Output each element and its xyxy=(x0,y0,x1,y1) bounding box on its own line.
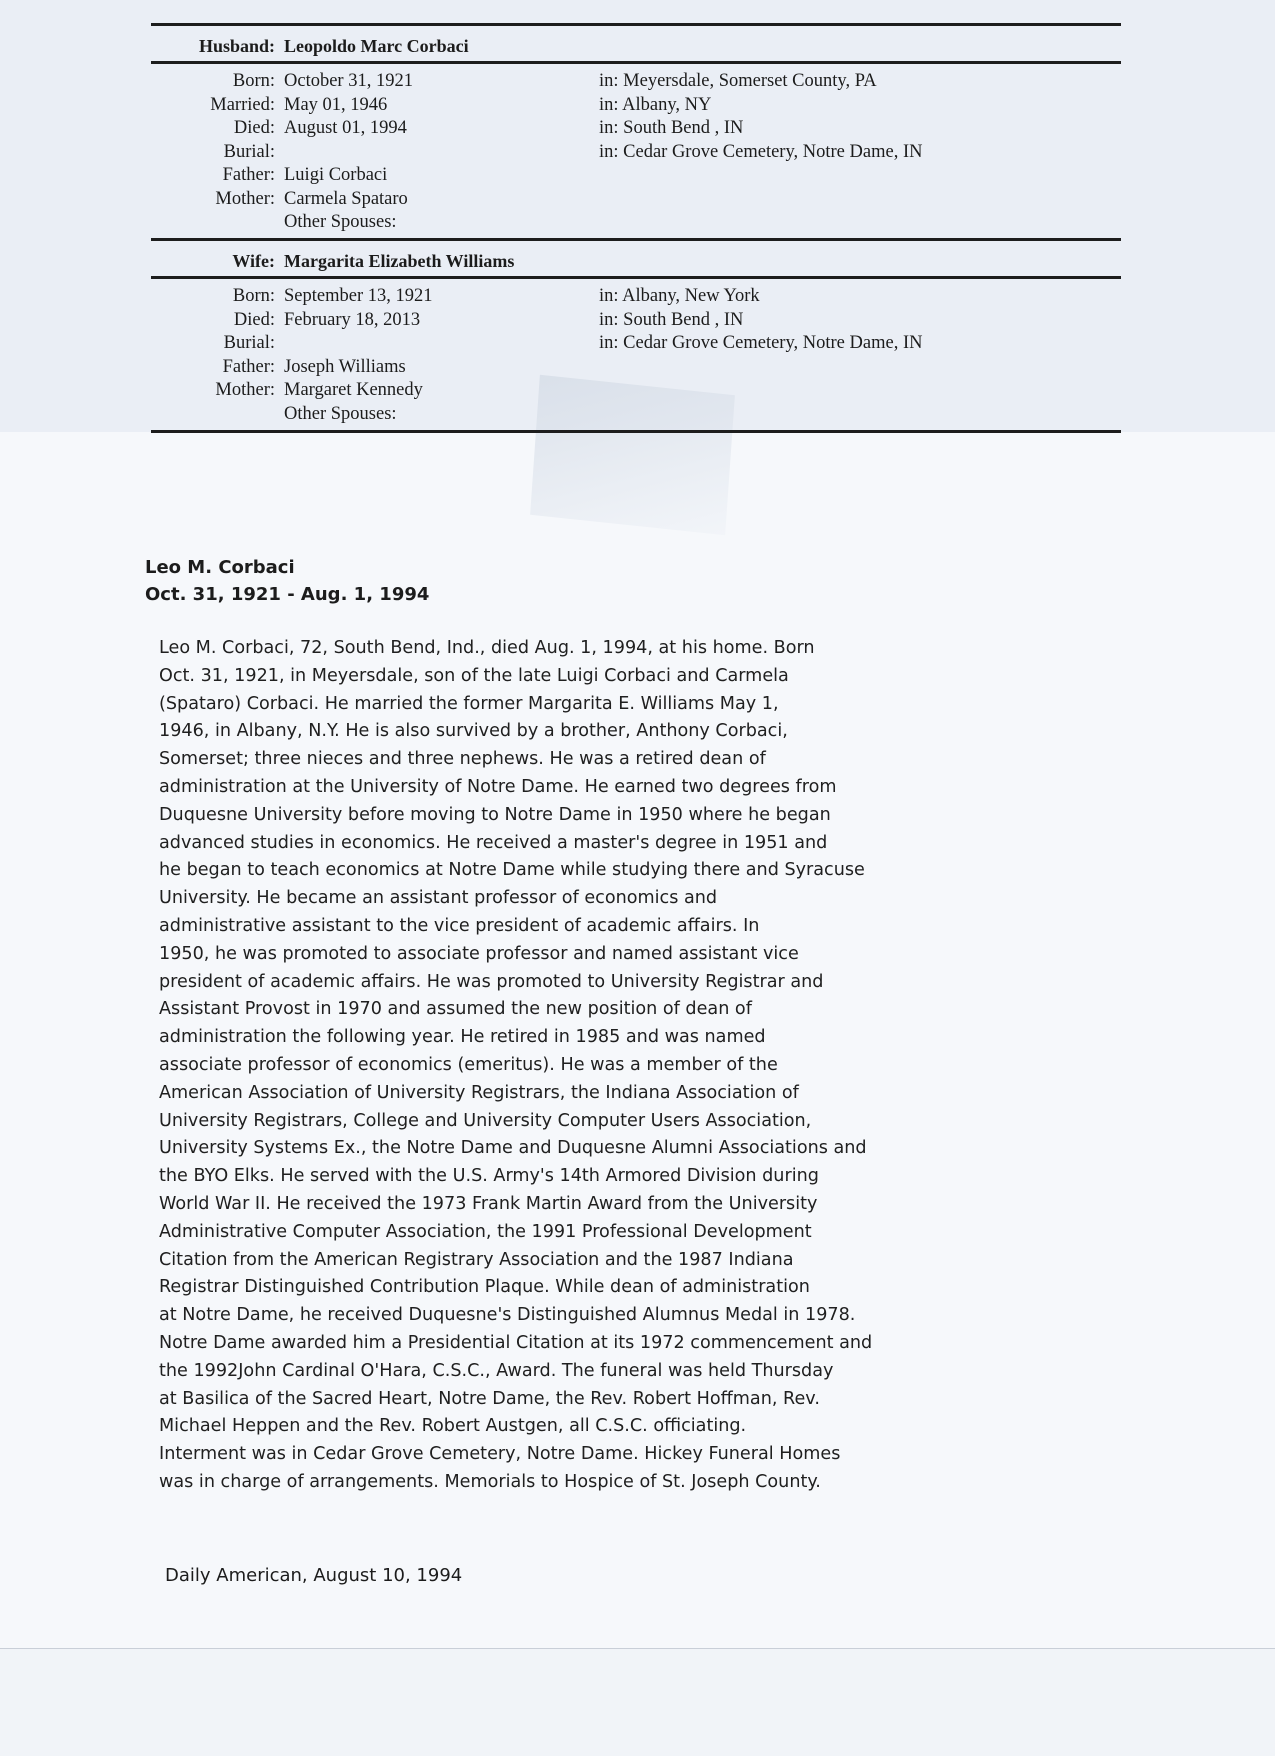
husband-father-value: Luigi Corbaci xyxy=(284,165,388,185)
scan-smudge xyxy=(530,375,735,535)
husband-name: Leopoldo Marc Corbaci xyxy=(284,36,469,56)
obituary-line: 1946, in Albany, N.Y. He is also survived by a brother, Anthony Corbaci, xyxy=(159,721,788,742)
husband-field-values xyxy=(284,70,413,235)
obituary-line: was in charge of arrangements. Memorials to Hospice of St. Joseph County. xyxy=(159,1471,821,1492)
rule-bottom xyxy=(151,430,1121,433)
husband-father-label: Father: xyxy=(222,165,275,185)
obituary-line: 1950, he was promoted to associate professor and named assistant vice xyxy=(159,943,799,964)
wife-born-label: Born: xyxy=(232,286,275,306)
obituary-line: Duquesne University before moving to Notre Dame in 1950 where he began xyxy=(159,804,831,825)
obituary-line: Assistant Provost in 1970 and assumed the new position of dean of xyxy=(159,999,752,1020)
obituary-line: Administrative Computer Association, the 1991 Professional Development xyxy=(159,1221,812,1242)
obituary-line: advanced studies in economics. He received a master's degree in 1951 and xyxy=(159,832,828,853)
obituary-line: administrative assistant to the vice president of academic affairs. In xyxy=(159,915,760,936)
rule-top xyxy=(151,23,1121,26)
obituary-line: administration at the University of Notre Dame. He earned two degrees from xyxy=(159,776,837,797)
wife-name: Margarita Elizabeth Williams xyxy=(284,251,515,271)
wife-died-value: February 18, 2013 xyxy=(284,309,421,330)
husband-died-value: August 01, 1994 xyxy=(284,118,407,138)
wife-label: Wife: xyxy=(232,251,275,271)
husband-born-value: October 31, 1921 xyxy=(284,71,413,91)
rule-husband-header xyxy=(151,61,1121,64)
obituary-line: Somerset; three nieces and three nephews. He was a retired dean of xyxy=(159,749,766,770)
wife-burial-value xyxy=(284,332,433,356)
husband-field-labels xyxy=(135,70,275,211)
husband-married-place: in: Albany, NY xyxy=(599,94,712,115)
obituary-line: associate professor of economics (emeritus). He was a member of the xyxy=(159,1054,778,1075)
rule-wife-top xyxy=(151,238,1121,241)
wife-field-labels xyxy=(135,285,275,403)
husband-died-label: Died: xyxy=(233,118,275,138)
obituary-line: University Systems Ex., the Notre Dame and Duquesne Alumni Associations and xyxy=(159,1138,867,1159)
obituary-line: administration the following year. He retired in 1985 and was named xyxy=(159,1027,766,1048)
husband-field-places xyxy=(599,70,922,164)
husband-died-place: in: South Bend , IN xyxy=(599,118,744,138)
wife-field-places xyxy=(599,285,922,356)
wife-father-label: Father: xyxy=(222,356,275,377)
obituary-line: the BYO Elks. He served with the U.S. Army's 14th Armored Division during xyxy=(159,1166,819,1187)
wife-born-value: September 13, 1921 xyxy=(284,286,433,306)
obituary-line: Interment was in Cedar Grove Cemetery, Notre Dame. Hickey Funeral Homes xyxy=(159,1444,841,1465)
husband-burial-label: Burial: xyxy=(223,141,275,162)
husband-mother-value: Carmela Spataro xyxy=(284,188,408,209)
wife-mother-value: Margaret Kennedy xyxy=(284,380,423,400)
obituary-line: the 1992John Cardinal O'Hara, C.S.C., Award. The funeral was held Thursday xyxy=(159,1360,834,1381)
obituary-line: Oct. 31, 1921, in Meyersdale, son of the late Luigi Corbaci and Carmela xyxy=(159,665,789,686)
wife-burial-place: in: Cedar Grove Cemetery, Notre Dame, IN xyxy=(599,333,923,353)
husband-burial-place: in: Cedar Grove Cemetery, Notre Dame, IN xyxy=(599,141,923,162)
wife-mother-label: Mother: xyxy=(215,380,275,400)
obituary-line: at Notre Dame, he received Duquesne's Distinguished Alumnus Medal in 1978. xyxy=(159,1305,856,1326)
wife-born-place: in: Albany, New York xyxy=(599,286,760,306)
husband-mother-label: Mother: xyxy=(215,188,275,209)
obituary-line: president of academic affairs. He was promoted to University Registrar and xyxy=(159,971,824,992)
obituary-line: University. He became an assistant professor of economics and xyxy=(159,888,718,909)
obituary-line: he began to teach economics at Notre Dame while studying there and Syracuse xyxy=(159,860,865,881)
obituary-dates: Oct. 31, 1921 - Aug. 1, 1994 xyxy=(145,584,430,605)
obituary-line: American Association of University Registrars, the Indiana Association of xyxy=(159,1082,799,1103)
obituary-line: (Spataro) Corbaci. He married the former Margarita E. Williams May 1, xyxy=(159,693,779,714)
wife-field-values xyxy=(284,285,433,426)
obituary-line: World War II. He received the 1973 Frank Martin Award from the University xyxy=(159,1193,818,1214)
wife-father-value: Joseph Williams xyxy=(284,356,406,377)
rule-wife-header xyxy=(151,276,1121,279)
obituary-line: at Basilica of the Sacred Heart, Notre Dame, the Rev. Robert Hoffman, Rev. xyxy=(159,1388,820,1409)
page-bottom-edge xyxy=(0,1648,1275,1756)
obituary-line: Leo M. Corbaci, 72, South Bend, Ind., died Aug. 1, 1994, at his home. Born xyxy=(159,638,815,658)
husband-born-place: in: Meyersdale, Somerset County, PA xyxy=(599,71,877,91)
obituary-line: University Registrars, College and University Computer Users Association, xyxy=(159,1110,812,1131)
husband-married-value: May 01, 1946 xyxy=(284,94,388,115)
obituary-line: Michael Heppen and the Rev. Robert Austgen, all C.S.C. officiating. xyxy=(159,1416,747,1437)
husband-label: Husband: xyxy=(198,36,275,56)
wife-burial-label: Burial: xyxy=(223,333,275,353)
obituary-line: Citation from the American Registrary Association and the 1987 Indiana xyxy=(159,1249,794,1270)
obituary-line: Notre Dame awarded him a Presidential Citation at its 1972 commencement and xyxy=(159,1332,873,1353)
obituary-text xyxy=(159,635,919,1497)
husband-born-label: Born: xyxy=(232,71,275,91)
husband-other-spouses: Other Spouses: xyxy=(284,212,397,232)
wife-died-place: in: South Bend , IN xyxy=(599,309,744,330)
obituary-source: Daily American, August 10, 1994 xyxy=(165,1565,463,1586)
husband-married-label: Married: xyxy=(210,94,275,115)
obituary-line: Registrar Distinguished Contribution Plaque. While dean of administration xyxy=(159,1277,810,1298)
wife-other-spouses: Other Spouses: xyxy=(284,403,397,424)
wife-died-label: Died: xyxy=(233,309,275,330)
husband-burial-value xyxy=(284,141,413,165)
obituary-name: Leo M. Corbaci xyxy=(145,557,295,578)
